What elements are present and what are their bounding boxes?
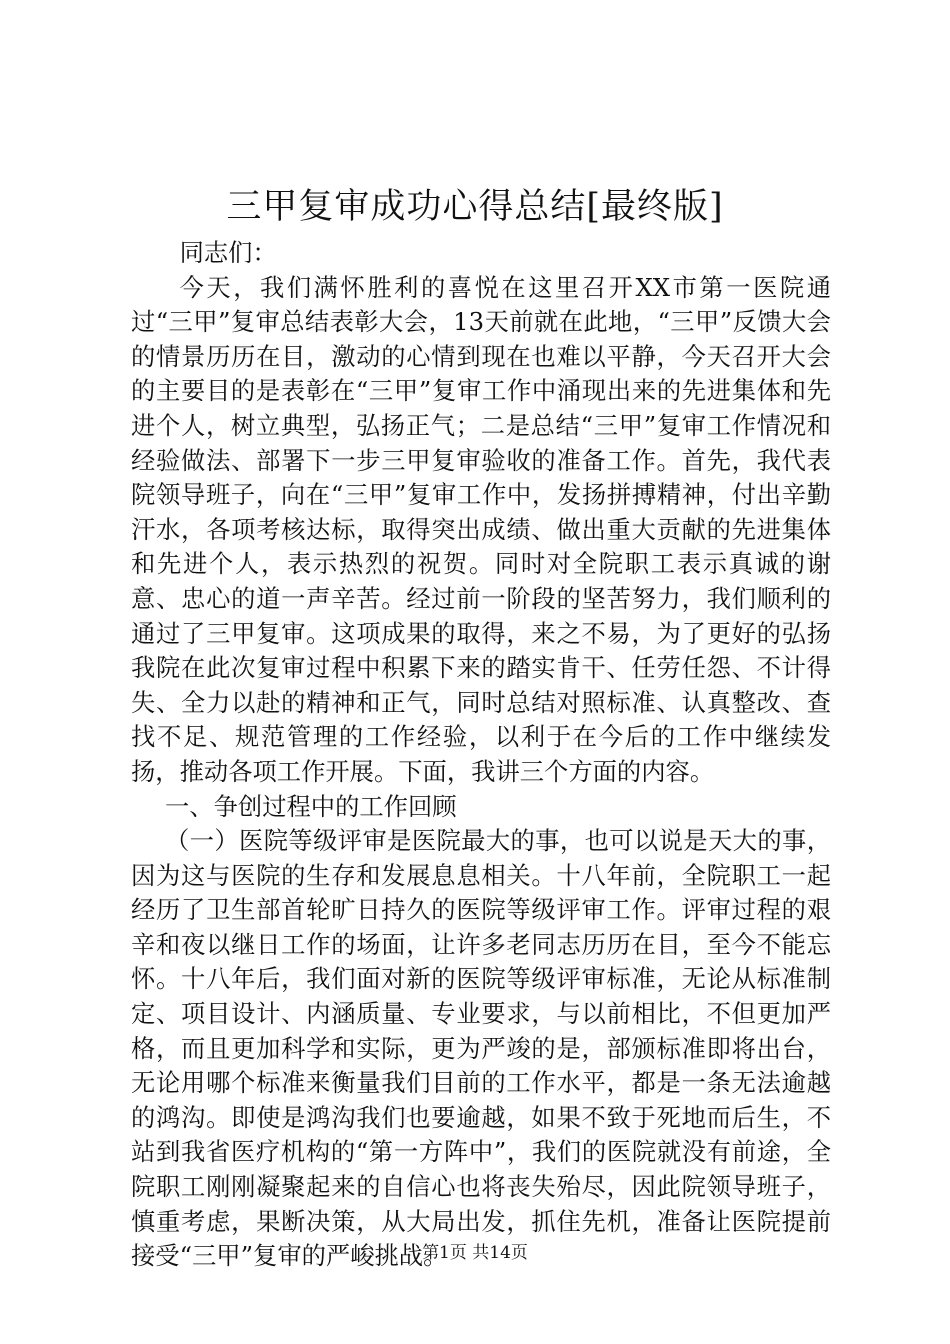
document-title: 三甲复审成功心得总结[最终版] bbox=[226, 187, 724, 227]
opening-paragraph: 今天，我们满怀胜利的喜悦在这里召开XX市第一医院通过“三甲”复审总结表彰大会，13天前就在此地，“三甲”反馈大会的情景历历在目，激动的心情到现在也难以平静，今天召开大会的主要目的是表彰在“三甲”复审工作中涌现出来的先进集体和先进个人，树立典型，弘扬正气；二是总结“三甲”复审工作情况和经验做法、部署下一步三甲复审验收的准备工作。首先，我代表院领导班子，向在“三甲”复审工作中，发扬拼搏精神，付出辛勤汗水，各项考核达标，取得突出成绩、做出重大贡献的先进集体和先进个人，表示热烈的祝贺。同时对全院职工表示真诚的谢意、忠心的道一声辛苦。经过前一阶段的坚苦努力，我们顺利的通过了三甲复审。这项成果的取得，来之不易，为了更好的弘扬我院在此次复审过程中积累下来的踏实肯干、任劳任怨、不计得失、全力以赴的精神和正气，同时总结对照标准、认真整改、查找不足、规范管理的工作经验，以利于在今后的工作中继续发扬，推动各项工作开展。下面，我讲三个方面的内容。 bbox=[131, 272, 831, 786]
section-paragraph: （一）医院等级评审是医院最大的事，也可以说是天大的事，因为这与医院的生存和发展息息相关。十八年前，全院职工一起经历了卫生部首轮旷日持久的医院等级评审工作。评审过程的艰辛和夜以继日工作的场面，让许多老同志历历在目，至今不能忘怀。十八年后，我们面对新的医院等级评审标准，无论从标准制定、项目设计、内涵质量、专业要求，与以前相比，不但更加严格，而且更加科学和实际，更为严竣的是，部颁标准即将出台，无论用哪个标准来衡量我们目前的工作水平，都是一条无法逾越的鸿沟。即使是鸿沟我们也要逾越，如果不致于死地而后生，不站到我省医疗机构的“第一方阵中”，我们的医院就没有前途，全院职工刚刚凝聚起来的自信心也将丧失殆尽，因此院领导班子，慎重考虑，果断决策，从大局出发，抓住先机，准备让医院提前接受“三甲”复审的严峻挑战。 bbox=[131, 826, 831, 1271]
document-body bbox=[131, 236, 831, 1274]
salutation-paragraph: 同志们： bbox=[179, 238, 277, 267]
page-number: 第1页 共14页 bbox=[422, 1243, 528, 1263]
section-heading: 一、争创过程中的工作回顾 bbox=[165, 791, 457, 821]
